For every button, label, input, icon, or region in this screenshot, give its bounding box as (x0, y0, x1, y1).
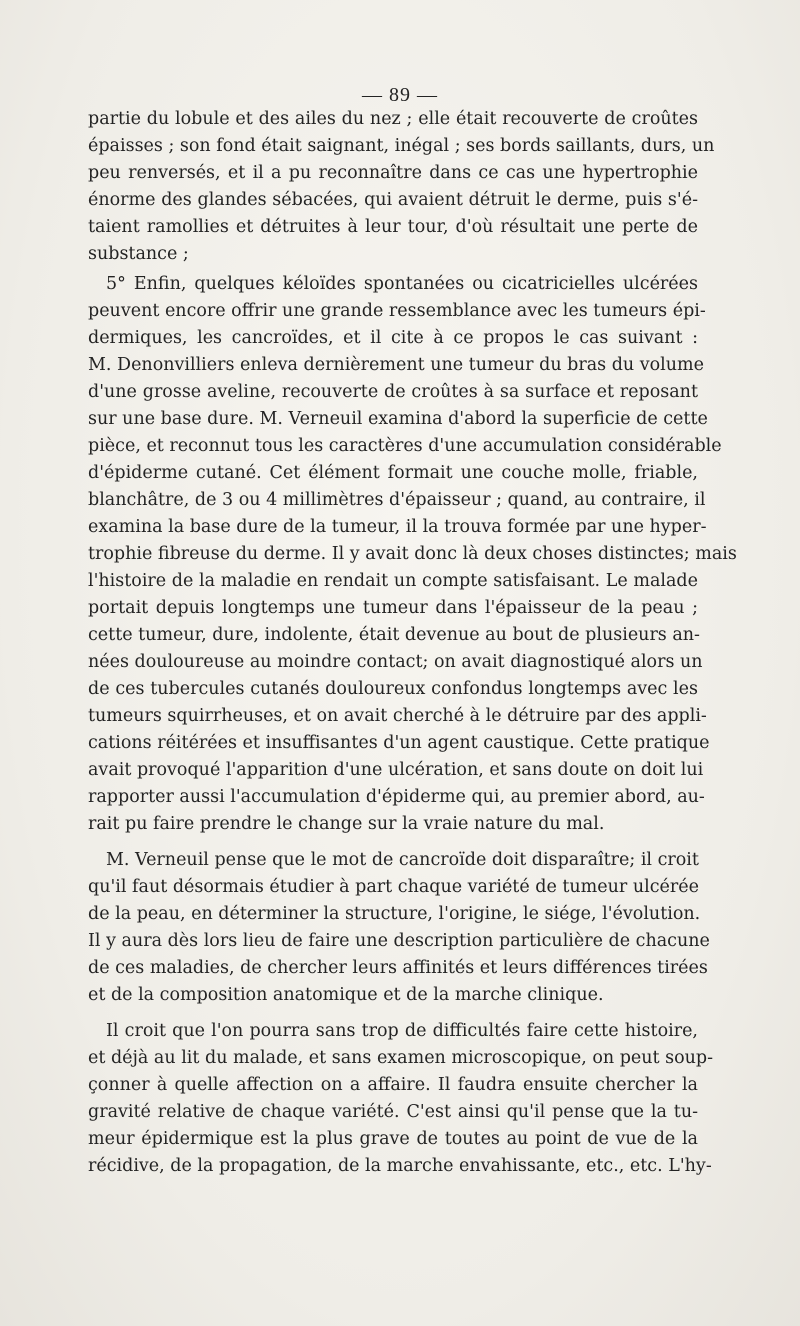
text-line: M. Verneuil pense que le mot de cancroïde doit disparaître; il croit (106, 850, 699, 870)
text-line: d'une grosse aveline, recouverte de croûtes à sa surface et reposant (88, 382, 698, 402)
text-line: tumeurs squirrheuses, et on avait cherché à le détruire par des appli- (88, 706, 707, 726)
text-line: rait pu faire prendre le change sur la vraie nature du mal. (88, 814, 605, 834)
text-line: examina la base dure de la tumeur, il la trouva formée par une hyper- (88, 517, 707, 537)
text-line: rapporter aussi l'accumulation d'épiderme qui, au premier abord, au- (88, 787, 705, 807)
text-line: Il y aura dès lors lieu de faire une description particulière de chacune (88, 931, 710, 951)
text-line: épaisses ; son fond était saignant, inégal ; ses bords saillants, durs, un (88, 136, 715, 156)
text-line: avait provoqué l'apparition d'une ulcération, et sans doute on doit lui (88, 760, 704, 780)
paragraph-2 (88, 271, 737, 838)
text-line: récidive, de la propagation, de la marche envahissante, etc., etc. L'hy- (88, 1156, 712, 1176)
text-line: qu'il faut désormais étudier à part chaque variété de tumeur ulcérée (88, 877, 699, 897)
text-line: Il croit que l'on pourra sans trop de difficultés faire cette histoire, (106, 1021, 698, 1041)
paragraph-3 (88, 847, 710, 1009)
text-line: dermiques, les cancroïdes, et il cite à ce propos le cas suivant : (88, 328, 698, 348)
text-line: meur épidermique est la plus grave de toutes au point de vue de la (88, 1129, 698, 1149)
paragraph-1 (88, 106, 715, 268)
text-line: pièce, et reconnut tous les caractères d'une accumulation considérable (88, 436, 722, 456)
text-line: énorme des glandes sébacées, qui avaient détruit le derme, puis s'é- (88, 190, 698, 210)
text-line: M. Denonvilliers enleva dernièrement une tumeur du bras du volume (88, 355, 704, 375)
text-line: partie du lobule et des ailes du nez ; elle était recouverte de croûtes (88, 109, 698, 129)
text-line: de la peau, en déterminer la structure, l'origine, le siége, l'évolution. (88, 904, 701, 924)
text-line: taient ramollies et détruites à leur tour, d'où résultait une perte de (88, 217, 698, 237)
text-line: gravité relative de chaque variété. C'est ainsi qu'il pense que la tu- (88, 1102, 698, 1122)
text-line: 5° Enfin, quelques kéloïdes spontanées ou cicatricielles ulcérées (106, 274, 698, 294)
paragraph-4 (88, 1018, 714, 1180)
text-line: blanchâtre, de 3 ou 4 millimètres d'épaisseur ; quand, au contraire, il (88, 490, 706, 510)
body-text (88, 106, 737, 1180)
text-line: peu renversés, et il a pu reconnaître dans ce cas une hypertrophie (88, 163, 698, 183)
text-line: et déjà au lit du malade, et sans examen microscopique, on peut soup- (88, 1048, 714, 1068)
text-line: l'histoire de la maladie en rendait un compte satisfaisant. Le malade (88, 571, 698, 591)
text-line: et de la composition anatomique et de la marche clinique. (88, 985, 604, 1005)
text-line: d'épiderme cutané. Cet élément formait une couche molle, friable, (88, 463, 698, 483)
text-line: sur une base dure. M. Verneuil examina d'abord la superficie de cette (88, 409, 708, 429)
text-line: çonner à quelle affection on a affaire. Il faudra ensuite chercher la (88, 1075, 698, 1095)
text-line: cette tumeur, dure, indolente, était devenue au bout de plusieurs an- (88, 625, 700, 645)
page-number: — 89 — (362, 84, 438, 106)
text-line: cations réitérées et insuffisantes d'un agent caustique. Cette pratique (88, 733, 710, 753)
text-line: de ces maladies, de chercher leurs affinités et leurs différences tirées (88, 958, 708, 978)
text-line: nées douloureuse au moindre contact; on avait diagnostiqué alors un (88, 652, 703, 672)
text-line: portait depuis longtemps une tumeur dans l'épaisseur de la peau ; (88, 598, 698, 618)
text-line: trophie fibreuse du derme. Il y avait donc là deux choses distinctes; mais (88, 544, 737, 564)
text-line: de ces tubercules cutanés douloureux confondus longtemps avec les (88, 679, 698, 699)
text-line: peuvent encore offrir une grande ressemblance avec les tumeurs épi- (88, 301, 706, 321)
text-line: substance ; (88, 244, 189, 264)
